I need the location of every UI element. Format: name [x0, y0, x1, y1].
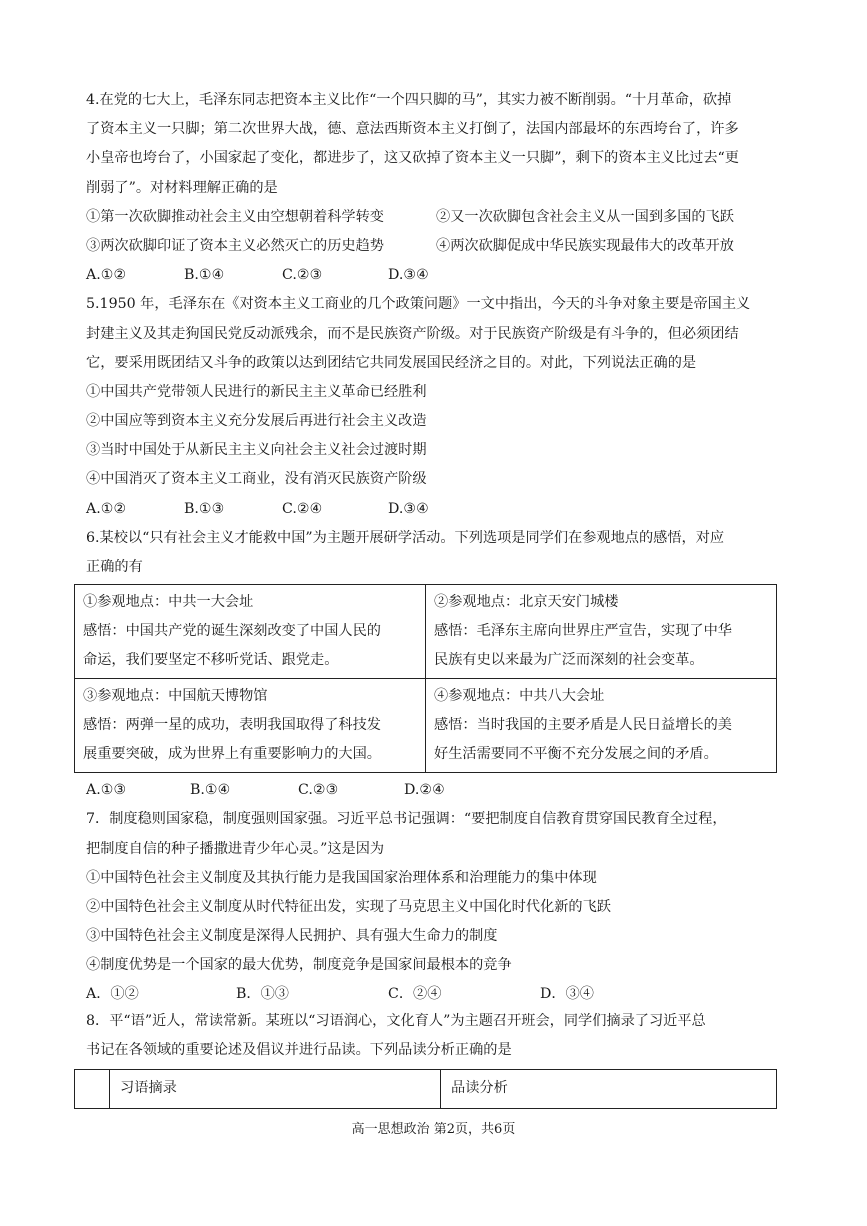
- option-b[interactable]: B．①③: [236, 985, 289, 1002]
- q4-statement: ④两次砍脚促成中华民族实现最伟大的改革开放: [436, 237, 734, 254]
- visit-reflection: 感悟：毛泽东主席向世界庄严宣告，实现了中华: [434, 623, 732, 640]
- question-5: [86, 290, 786, 524]
- q8-quote-table: [74, 1069, 777, 1109]
- q5-statement: ②中国应等到资本主义充分发展后再进行社会主义改造: [86, 413, 427, 430]
- question-4: [86, 86, 786, 290]
- q7-statement: ①中国特色社会主义制度及其执行能力是我国国家治理体系和治理能力的集中体现: [86, 869, 597, 886]
- table-cell: [75, 585, 426, 679]
- visit-reflection: 命运，我们要坚定不移听党话、跟党走。: [83, 652, 339, 669]
- q6-line: 6.某校以“只有社会主义才能救中国”为主题开展研学活动。下列选项是同学们在参观地点的感悟，对应: [86, 529, 725, 546]
- visit-location: ④参观地点：中共八大会址: [434, 688, 605, 705]
- visit-reflection: 好生活需要同不平衡不充分发展之间的矛盾。: [434, 746, 718, 763]
- q4-line: 了资本主义一只脚；第二次世界大战，德、意法西斯资本主义打倒了，法国内部最坏的东西垮台了，许多: [86, 121, 739, 138]
- table-row: [75, 585, 777, 679]
- table-row: [75, 679, 777, 773]
- q5-options: [86, 495, 786, 524]
- q8-line: 8．平“语”近人，常读常新。某班以“习语润心，文化育人”为主题召开班会，同学们摘录了习近平总: [86, 1012, 706, 1029]
- visit-location: ①参观地点：中共一大会址: [83, 594, 254, 611]
- q5-line: 5.1950 年，毛泽东在《对资本主义工商业的几个政策问题》一文中指出，今天的斗争对象主要是帝国主义: [86, 296, 751, 313]
- visit-reflection: 感悟：当时我国的主要矛盾是人民日益增长的美: [434, 717, 732, 734]
- option-b[interactable]: B.①④: [190, 782, 231, 799]
- option-d[interactable]: D.②④: [404, 782, 445, 799]
- table-cell: [426, 585, 777, 679]
- table-header-quote: 习语摘录: [110, 1069, 441, 1108]
- option-a[interactable]: A.①②: [86, 267, 127, 284]
- q4-statement-row: [86, 232, 786, 261]
- option-c[interactable]: C.②③: [282, 267, 323, 284]
- option-d[interactable]: D．③④: [540, 985, 594, 1002]
- q6-options: [86, 776, 786, 805]
- table-cell: [75, 679, 426, 773]
- q5-statement: ④中国消灭了资本主义工商业，没有消灭民族资产阶级: [86, 471, 427, 488]
- question-6: [83, 524, 786, 806]
- option-a[interactable]: A.①②: [86, 500, 127, 517]
- q4-line: 4.在党的七大上，毛泽东同志把资本主义比作“一个四只脚的马”，其实力被不断削弱。“十月革命，砍掉: [86, 92, 732, 108]
- option-c[interactable]: C．②④: [388, 985, 442, 1002]
- visit-location: ③参观地点：中国航天博物馆: [83, 688, 268, 705]
- table-cell: [426, 679, 777, 773]
- q5-statement: ①中国共产党带领人民进行的新民主主义革命已经胜利: [86, 383, 427, 400]
- option-d[interactable]: D.③④: [388, 500, 429, 517]
- visit-reflection: 感悟：中国共产党的诞生深刻改变了中国人民的: [83, 623, 381, 640]
- page-content: [83, 86, 786, 1109]
- q7-statement: ③中国特色社会主义制度是深得人民拥护、具有强大生命力的制度: [86, 928, 498, 945]
- table-header-analysis: 品读分析: [441, 1069, 777, 1108]
- q4-line: 削弱了”。对材料理解正确的是: [86, 179, 278, 196]
- q7-options: [86, 981, 786, 1007]
- q4-statement: ②又一次砍脚包含社会主义从一国到多国的飞跃: [436, 208, 734, 225]
- q4-line: 小皇帝也垮台了，小国家起了变化，都进步了，这又砍掉了资本主义一只脚”，剩下的资本主义比过去“更: [86, 150, 739, 167]
- option-c[interactable]: C.②③: [298, 782, 339, 799]
- question-7: [86, 805, 786, 1006]
- q4-statement: ①第一次砍脚推动社会主义由空想朝着科学转变: [86, 208, 384, 225]
- option-d[interactable]: D.③④: [388, 267, 429, 284]
- option-c[interactable]: C.②④: [282, 500, 323, 517]
- visit-reflection: 民族有史以来最为广泛而深刻的社会变革。: [434, 652, 704, 669]
- q5-statement: ③当时中国处于从新民主主义向社会主义社会过渡时期: [86, 442, 427, 459]
- q6-line: 正确的有: [86, 559, 143, 575]
- table-header-row: [75, 1069, 777, 1108]
- visit-reflection: 感悟：两弹一星的成功，表明我国取得了科技发: [83, 717, 381, 734]
- q6-visit-table: [74, 584, 777, 773]
- page-footer: 高一思想政治 第2页，共6页: [351, 1122, 516, 1137]
- q5-line: 它，要采用既团结又斗争的政策以达到团结它共同发展国民经济之目的。对此，下列说法正确的是: [86, 354, 697, 371]
- option-b[interactable]: B.①④: [184, 267, 225, 284]
- q4-statement: ③两次砍脚印证了资本主义必然灭亡的历史趋势: [86, 237, 384, 254]
- q7-line: 7．制度稳则国家稳，制度强则国家强。习近平总书记强调：“要把制度自信教育贯穿国民教育全过程，: [86, 811, 727, 828]
- question-8: [86, 1007, 786, 1109]
- visit-reflection: 展重要突破，成为世界上有重要影响力的大国。: [83, 746, 381, 763]
- q7-line: 把制度自信的种子播撒进青少年心灵。”这是因为: [86, 840, 385, 857]
- q4-options: [86, 261, 786, 290]
- option-a[interactable]: A.①③: [86, 782, 127, 799]
- visit-location: ②参观地点：北京天安门城楼: [434, 594, 619, 611]
- option-b[interactable]: B.①③: [184, 500, 225, 517]
- q5-line: 封建主义及其走狗国民党反动派残余，而不是民族资产阶级。对于民族资产阶级是有斗争的，但必须团结: [86, 325, 739, 342]
- table-header-index: [75, 1069, 110, 1108]
- q7-statement: ④制度优势是一个国家的最大优势，制度竞争是国家间最根本的竞争: [86, 957, 512, 974]
- q8-line: 书记在各领域的重要论述及倡议并进行品读。下列品读分析正确的是: [86, 1041, 512, 1058]
- option-a[interactable]: A．①②: [86, 985, 139, 1002]
- q7-statement: ②中国特色社会主义制度从时代特征出发，实现了马克思主义中国化时代化新的飞跃: [86, 898, 611, 915]
- q4-statement-row: [86, 203, 786, 232]
